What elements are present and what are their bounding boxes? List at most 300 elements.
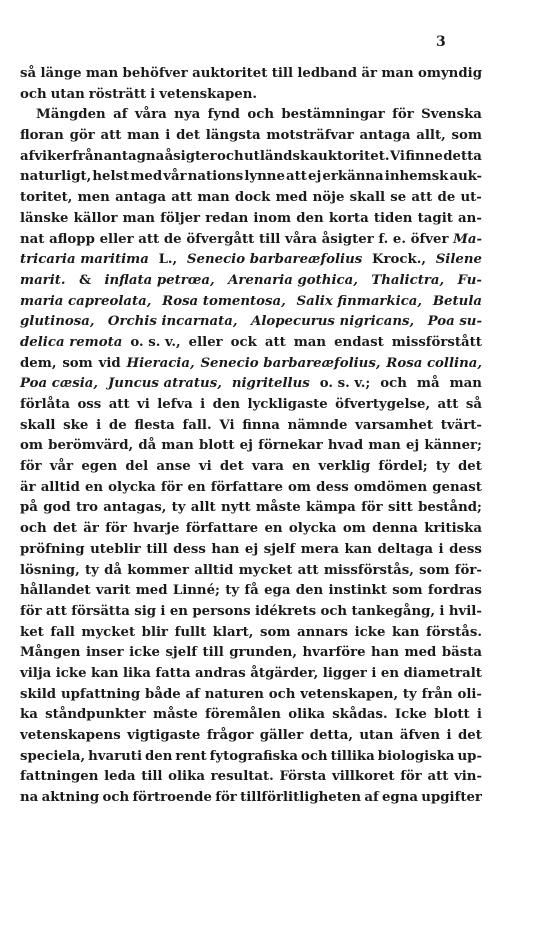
- text-segment: egna: [381, 790, 418, 806]
- text-segment: tillika: [330, 748, 375, 764]
- text-segment: må: [416, 376, 440, 392]
- text-segment: kommer: [127, 562, 189, 578]
- text-segment: att: [411, 190, 433, 206]
- text-segment: från: [421, 686, 453, 702]
- text-segment: författare: [185, 521, 259, 537]
- text-segment: del: [125, 459, 149, 475]
- italic-text: Alopecurus nigricans,: [251, 314, 415, 330]
- text-segment: anse: [156, 459, 191, 475]
- text-segment: att: [138, 231, 160, 247]
- text-segment: allt: [190, 500, 216, 516]
- italic-text: Hieracia,: [126, 355, 195, 371]
- text-segment: att: [45, 603, 67, 619]
- text-segment: öfvergått: [186, 231, 255, 247]
- text-segment: f. e.: [378, 231, 406, 247]
- text-line: [20, 664, 482, 685]
- text-segment: diametralt: [403, 665, 482, 681]
- text-segment: speciela,: [20, 748, 86, 764]
- text-segment: icke: [354, 624, 386, 640]
- text-segment: utan: [50, 86, 85, 102]
- text-segment: antaga: [359, 128, 411, 144]
- text-segment: en: [292, 459, 311, 475]
- text-segment: hållandet: [20, 583, 91, 599]
- text-segment: resultat.: [210, 769, 274, 785]
- text-segment: ej: [405, 438, 420, 454]
- text-segment: våra: [284, 231, 317, 247]
- text-segment: och: [20, 86, 47, 102]
- text-segment: missförstås,: [323, 562, 414, 578]
- text-segment: för: [215, 790, 237, 806]
- text-segment: den: [295, 583, 324, 599]
- text-segment: omyndig: [418, 66, 482, 81]
- text-line: [20, 64, 482, 85]
- italic-text: inflata petrœa,: [104, 272, 215, 288]
- text-line: [20, 188, 482, 209]
- text-segment: bästa: [441, 645, 482, 661]
- text-line: [20, 705, 482, 726]
- text-segment: nations: [187, 169, 244, 185]
- text-segment: endast: [334, 334, 384, 350]
- text-segment: det: [219, 459, 244, 475]
- text-segment: dess: [449, 541, 482, 557]
- italic-text: glutinosa,: [20, 314, 95, 330]
- text-segment: &: [78, 272, 91, 288]
- text-segment: det: [458, 728, 482, 743]
- text-line: [20, 747, 482, 768]
- text-segment: så: [465, 397, 482, 412]
- text-line: [20, 581, 482, 602]
- text-line: [20, 250, 482, 271]
- text-segment: till: [259, 231, 281, 247]
- text-segment: vår: [163, 169, 187, 185]
- text-segment: i: [160, 603, 166, 619]
- text-segment: sig: [134, 603, 157, 619]
- text-segment: måste: [255, 500, 301, 516]
- text-segment: det: [176, 128, 200, 144]
- text-segment: lyckligaste: [247, 397, 328, 412]
- text-segment: gör: [69, 128, 95, 144]
- text-segment: idékrets: [254, 603, 317, 619]
- text-segment: med: [275, 190, 308, 206]
- text-segment: pröfning: [20, 541, 85, 557]
- text-line: [20, 457, 482, 478]
- text-segment: fall.: [182, 417, 212, 433]
- text-segment: han: [371, 645, 399, 661]
- text-line: [20, 519, 482, 540]
- text-segment: inom: [253, 210, 292, 226]
- text-segment: behöfver: [122, 66, 188, 81]
- text-line: [20, 623, 482, 644]
- text-segment: i: [96, 417, 102, 433]
- text-segment: för: [361, 500, 383, 516]
- text-line: [20, 767, 482, 788]
- text-segment: auktoritet: [192, 66, 268, 81]
- text-segment: vår: [49, 459, 74, 475]
- text-line: [20, 147, 482, 168]
- text-segment: antagas,: [103, 500, 167, 516]
- text-segment: både: [145, 686, 181, 702]
- text-segment: på: [20, 500, 38, 516]
- text-segment: ut-: [460, 190, 482, 206]
- text-segment: ty: [171, 500, 186, 516]
- text-segment: hvarje: [133, 521, 180, 537]
- italic-text: Rosa collina,: [386, 355, 482, 371]
- italic-text: Senecio barbareæfolius,: [200, 355, 381, 371]
- text-line: [20, 643, 482, 664]
- text-segment: kan: [91, 665, 119, 681]
- text-segment: förlåta: [20, 397, 71, 412]
- text-segment: Svenska: [421, 107, 482, 123]
- text-segment: till: [271, 66, 294, 81]
- text-segment: förstås.: [426, 624, 482, 640]
- text-segment: L.,: [158, 252, 178, 268]
- text-segment: frågor: [206, 728, 254, 743]
- text-segment: o. s. v.;: [319, 376, 371, 392]
- text-segment: vigtigaste: [127, 728, 201, 743]
- text-segment: dock: [234, 190, 271, 206]
- text-segment: auktoritet.: [309, 148, 390, 164]
- text-segment: för: [20, 459, 42, 475]
- text-segment: se: [390, 190, 407, 206]
- text-segment: en: [187, 479, 206, 495]
- italic-text: delica remota: [20, 334, 123, 350]
- text-segment: ka: [20, 707, 38, 723]
- text-segment: författare: [210, 479, 283, 495]
- text-segment: nytt: [220, 500, 251, 516]
- text-segment: till: [146, 541, 168, 557]
- text-segment: Icke: [394, 707, 427, 723]
- text-segment: lynne: [244, 169, 285, 185]
- text-segment: för: [392, 107, 414, 123]
- italic-text: nigritellus: [231, 376, 310, 392]
- text-segment: åsigter: [164, 148, 217, 164]
- text-segment: vetenskapen.: [159, 86, 258, 102]
- italic-text: Rosa tomentosa,: [162, 293, 286, 309]
- text-segment: vetenskapens: [20, 728, 121, 743]
- text-segment: man: [122, 210, 155, 226]
- text-segment: persons: [192, 603, 251, 619]
- text-segment: lefva: [157, 397, 193, 412]
- text-segment: tiden: [373, 210, 413, 226]
- text-line: [20, 209, 482, 230]
- italic-text: marit.: [20, 272, 66, 288]
- text-segment: tro: [75, 500, 98, 516]
- text-segment: ty: [225, 583, 240, 599]
- text-segment: eller: [99, 231, 134, 247]
- text-segment: o. s. v.,: [130, 334, 181, 350]
- text-segment: dess: [316, 479, 349, 495]
- text-segment: antaga: [115, 190, 167, 206]
- text-segment: alltid: [194, 562, 234, 578]
- text-segment: för: [20, 603, 42, 619]
- text-segment: för: [400, 769, 422, 785]
- text-segment: ligger: [322, 665, 367, 681]
- text-segment: bestämningar: [281, 107, 385, 123]
- text-segment: instinkt: [328, 583, 387, 599]
- text-segment: Mången: [20, 645, 81, 661]
- text-segment: mera: [300, 541, 339, 557]
- text-segment: nat: [20, 231, 45, 247]
- italic-text: Silene: [435, 252, 482, 268]
- text-segment: att: [427, 769, 449, 785]
- text-segment: egen: [81, 459, 118, 475]
- text-segment: skall: [349, 190, 386, 206]
- text-segment: naturen: [204, 686, 264, 702]
- body-text: [20, 64, 482, 809]
- text-segment: ledband: [297, 66, 358, 81]
- text-segment: deltaga: [377, 541, 433, 557]
- text-line: [20, 416, 482, 437]
- text-segment: hvil-: [448, 603, 482, 619]
- text-segment: genast: [432, 479, 482, 495]
- text-segment: vetenskapen,: [300, 686, 399, 702]
- text-segment: god: [43, 500, 71, 516]
- text-segment: auk-: [449, 169, 482, 185]
- text-segment: ej: [308, 169, 322, 185]
- text-segment: Vi: [219, 417, 235, 433]
- text-segment: afviker: [20, 148, 72, 164]
- text-segment: allt,: [416, 128, 446, 144]
- text-segment: redan: [205, 210, 249, 226]
- text-segment: få: [244, 583, 259, 599]
- text-segment: Krock.,: [371, 252, 426, 268]
- text-segment: att: [100, 128, 122, 144]
- text-line: [20, 167, 482, 188]
- text-line: [20, 292, 482, 313]
- italic-text: tricaria maritima: [20, 252, 149, 268]
- text-segment: man: [161, 438, 194, 454]
- text-line: [20, 788, 482, 809]
- text-segment: naturligt,: [20, 169, 92, 185]
- text-segment: en: [84, 479, 104, 495]
- text-segment: och: [380, 376, 407, 392]
- text-segment: till: [141, 769, 163, 785]
- text-line: [20, 354, 482, 375]
- text-segment: hvaruti: [88, 748, 143, 764]
- italic-text: Juncus atratus,: [108, 376, 222, 392]
- text-segment: biologiska: [377, 748, 455, 764]
- text-segment: och: [102, 790, 130, 806]
- text-segment: ske: [63, 417, 89, 433]
- text-segment: och: [300, 748, 328, 764]
- text-segment: fall: [50, 624, 75, 640]
- text-segment: i: [371, 665, 377, 681]
- text-segment: inser: [85, 645, 124, 661]
- text-segment: och: [217, 148, 244, 164]
- text-segment: skådas.: [332, 707, 388, 723]
- text-segment: i: [165, 128, 171, 144]
- text-segment: uteblir: [90, 541, 141, 557]
- text-segment: förtroende: [132, 790, 212, 806]
- text-segment: toritet,: [20, 190, 73, 206]
- text-segment: berömvärd,: [48, 438, 134, 454]
- text-segment: försätta: [71, 603, 130, 619]
- text-segment: den: [212, 397, 241, 412]
- text-segment: missförstått: [391, 334, 482, 350]
- italic-text: Arenaria gothica,: [228, 272, 358, 288]
- text-segment: nöje: [312, 190, 345, 206]
- text-line: [20, 726, 482, 747]
- text-segment: Mängden: [36, 107, 106, 123]
- text-segment: na: [20, 790, 39, 806]
- text-segment: han: [211, 541, 240, 557]
- text-segment: detta: [443, 148, 482, 164]
- text-segment: inhemsk: [384, 169, 449, 185]
- text-segment: man: [368, 438, 401, 454]
- text-segment: varsamhet: [355, 417, 433, 433]
- text-segment: finne: [405, 148, 443, 164]
- text-line: [20, 478, 482, 499]
- text-segment: Linné;: [172, 583, 220, 599]
- text-segment: en: [380, 665, 400, 681]
- text-segment: med: [135, 583, 168, 599]
- text-segment: sjelf: [165, 645, 197, 661]
- text-segment: klart,: [212, 624, 254, 640]
- text-segment: och: [268, 686, 296, 702]
- text-segment: åsigter: [321, 231, 374, 247]
- text-segment: som: [392, 583, 423, 599]
- text-segment: om: [20, 438, 43, 454]
- text-segment: Vi: [389, 148, 405, 164]
- text-segment: och: [247, 107, 274, 123]
- text-segment: af: [364, 790, 379, 806]
- text-segment: rösträtt: [88, 86, 147, 102]
- text-segment: ty: [402, 686, 417, 702]
- text-segment: åtgärder,: [250, 665, 319, 681]
- text-segment: i: [150, 86, 156, 102]
- text-segment: förnekar: [258, 438, 323, 454]
- text-line: [20, 126, 482, 147]
- text-segment: vin-: [454, 769, 482, 785]
- text-segment: skild: [20, 686, 57, 702]
- text-line: [20, 436, 482, 457]
- text-segment: bestånd;: [418, 500, 482, 516]
- text-segment: det: [457, 459, 482, 475]
- text-segment: kritiska: [424, 521, 482, 537]
- text-segment: den: [144, 748, 173, 764]
- text-segment: korta: [328, 210, 369, 226]
- text-line: [20, 540, 482, 561]
- text-segment: rent: [175, 748, 207, 764]
- text-segment: att: [108, 397, 130, 412]
- text-segment: oss: [77, 397, 102, 412]
- italic-text: Poa su-: [427, 314, 482, 330]
- text-segment: är: [83, 521, 99, 537]
- text-segment: sjelf: [263, 541, 296, 557]
- italic-text: maria capreolata,: [20, 293, 152, 309]
- text-segment: öfver: [410, 231, 449, 247]
- text-segment: så: [20, 66, 37, 81]
- text-segment: att: [264, 334, 286, 350]
- text-segment: en: [169, 603, 188, 619]
- text-segment: varit: [95, 583, 131, 599]
- text-segment: till: [202, 645, 224, 661]
- text-line: [20, 230, 482, 251]
- text-segment: om: [288, 479, 311, 495]
- text-segment: upgifter: [421, 790, 482, 806]
- italic-text: Salix finmarkica,: [296, 293, 423, 309]
- text-segment: blott: [434, 707, 470, 723]
- text-segment: som: [419, 562, 450, 578]
- text-segment: detta,: [309, 728, 353, 743]
- italic-text: Ma-: [453, 231, 482, 247]
- text-segment: i: [439, 603, 445, 619]
- text-segment: att: [171, 190, 193, 206]
- text-segment: de: [163, 231, 182, 247]
- text-segment: flesta: [134, 417, 175, 433]
- text-segment: kan: [344, 541, 372, 557]
- text-line: [20, 602, 482, 623]
- text-segment: är: [361, 66, 377, 81]
- text-segment: an-: [458, 210, 482, 226]
- text-segment: annars: [296, 624, 349, 640]
- text-segment: hvad: [327, 438, 364, 454]
- text-segment: nämnde: [287, 417, 348, 433]
- text-line: [20, 271, 482, 292]
- text-segment: som: [260, 624, 291, 640]
- text-segment: ej: [244, 541, 259, 557]
- text-segment: olycka: [288, 521, 337, 537]
- text-line: [20, 561, 482, 582]
- text-segment: olycka: [108, 479, 156, 495]
- text-segment: om: [342, 521, 366, 537]
- text-segment: hvarföre: [302, 645, 366, 661]
- text-segment: leda: [104, 769, 136, 785]
- text-segment: mycket: [81, 624, 136, 640]
- text-segment: skall: [20, 417, 56, 433]
- text-segment: då: [104, 562, 123, 578]
- text-segment: antagna: [103, 148, 165, 164]
- text-segment: för-: [454, 562, 482, 578]
- text-segment: de: [437, 190, 456, 206]
- text-segment: vi: [198, 459, 212, 475]
- text-segment: tvärt-: [440, 417, 482, 433]
- text-segment: icke: [129, 645, 160, 661]
- text-segment: utan: [359, 728, 394, 743]
- text-segment: af: [185, 686, 200, 702]
- text-segment: olika: [168, 769, 205, 785]
- text-segment: aflopp: [49, 231, 95, 247]
- text-segment: oli-: [457, 686, 482, 702]
- text-segment: icke: [55, 665, 87, 681]
- text-segment: ega: [264, 583, 291, 599]
- text-segment: fytografiska: [209, 748, 298, 764]
- text-segment: gäller: [259, 728, 304, 743]
- text-segment: vid: [98, 355, 121, 371]
- text-segment: de: [108, 417, 127, 433]
- text-segment: vilja: [20, 665, 52, 681]
- text-segment: villkoret: [331, 769, 395, 785]
- text-segment: vara: [251, 459, 284, 475]
- text-segment: andras: [195, 665, 246, 681]
- text-segment: fördel;: [378, 459, 428, 475]
- text-segment: med: [404, 645, 437, 661]
- text-segment: måste: [153, 707, 198, 723]
- text-segment: öfvertygelse,: [335, 397, 431, 412]
- text-segment: lika: [122, 665, 151, 681]
- text-segment: mycket: [238, 562, 293, 578]
- text-segment: man: [381, 66, 414, 81]
- text-segment: fatta: [155, 665, 191, 681]
- text-segment: länske: [20, 210, 69, 226]
- text-segment: följer: [160, 210, 201, 226]
- text-segment: och: [320, 603, 348, 619]
- text-segment: i: [438, 541, 444, 557]
- text-segment: våra: [134, 107, 167, 123]
- text-segment: blott: [198, 438, 235, 454]
- text-segment: up-: [457, 748, 482, 764]
- text-segment: lösning,: [20, 562, 80, 578]
